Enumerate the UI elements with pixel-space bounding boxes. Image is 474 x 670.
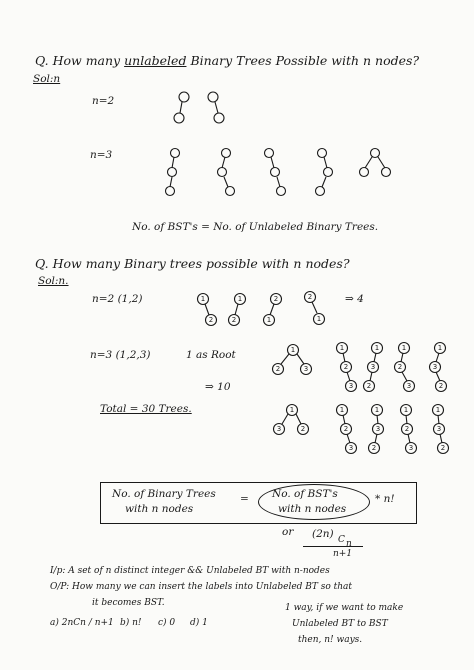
q1-prefix: Q. [35, 53, 49, 68]
formula-mid-2: with n nodes [278, 503, 347, 515]
formula-or: or [282, 526, 294, 538]
side-3: then, n! ways. [298, 635, 363, 645]
svg-text:2: 2 [307, 293, 313, 301]
opt-b: b) n! [120, 618, 142, 628]
svg-text:2: 2 [343, 363, 349, 371]
svg-text:1: 1 [374, 344, 380, 352]
svg-text:1: 1 [200, 295, 206, 303]
svg-text:1: 1 [403, 406, 409, 414]
side-2: Unlabeled BT to BST [292, 619, 388, 629]
q1-n2: n=2 [92, 95, 115, 107]
svg-text:2: 2 [208, 316, 214, 324]
formula-times: * n! [375, 493, 395, 505]
svg-text:1: 1 [339, 406, 345, 414]
opt-a: a) 2nCn / n+1 [50, 618, 114, 628]
svg-text:3: 3 [276, 425, 282, 433]
svg-text:1: 1 [437, 344, 443, 352]
q1-n3: n=3 [90, 149, 113, 161]
q2-n2: n=2 (1,2) [92, 293, 143, 305]
svg-text:2: 2 [273, 295, 279, 303]
svg-text:3: 3 [432, 363, 438, 371]
q1-n2-trees [174, 92, 224, 123]
formula-c: C [338, 535, 345, 545]
svg-text:2: 2 [300, 425, 306, 433]
q2-n3: n=3 (1,2,3) [90, 349, 151, 361]
svg-text:2: 2 [438, 382, 444, 390]
formula-left-2: with n nodes [125, 503, 194, 515]
q1-n3-trees [166, 149, 391, 196]
q1-unlabeled: unlabeled [124, 53, 187, 68]
svg-text:1: 1 [374, 406, 380, 414]
svg-text:1: 1 [289, 406, 295, 414]
svg-text:1: 1 [237, 295, 243, 303]
svg-text:2: 2 [343, 425, 349, 433]
q2-n3-trees [273, 343, 449, 454]
q2-sol: Sol:n. [38, 275, 69, 287]
opt-d: d) 1 [190, 618, 208, 628]
svg-text:3: 3 [370, 363, 376, 371]
q2-total: Total = 30 Trees. [100, 403, 192, 415]
q2-prefix: Q. [35, 256, 49, 271]
svg-text:2: 2 [397, 363, 403, 371]
svg-text:3: 3 [406, 382, 412, 390]
svg-text:2: 2 [366, 382, 372, 390]
q1-sol: Sol:n [33, 73, 61, 85]
svg-text:1: 1 [290, 346, 296, 354]
note-op2: it becomes BST. [92, 598, 165, 608]
svg-text:3: 3 [348, 382, 354, 390]
q1-text-b: Binary Trees Possible with n nodes? [190, 53, 420, 68]
formula-left-1: No. of Binary Trees [112, 488, 216, 500]
note-op: O/P: How many we can insert the labels into Unlabeled BT so that [50, 582, 353, 592]
formula-n-sub: n [346, 539, 352, 549]
svg-text:3: 3 [408, 444, 414, 452]
svg-text:1: 1 [316, 315, 322, 323]
formula-mid-1: No. of BST's [272, 488, 338, 500]
svg-text:3: 3 [348, 444, 354, 452]
q2-text: How many Binary trees possible with n nodes? [52, 256, 350, 271]
svg-text:2: 2 [404, 425, 410, 433]
svg-text:1: 1 [401, 344, 407, 352]
formula-eq: = [240, 493, 249, 505]
q2-n2-trees [198, 292, 325, 326]
svg-text:2: 2 [371, 444, 377, 452]
formula-den: n+1 [333, 549, 353, 559]
svg-text:3: 3 [303, 365, 309, 373]
svg-text:3: 3 [375, 425, 381, 433]
svg-text:1: 1 [435, 406, 441, 414]
opt-c: c) 0 [158, 618, 176, 628]
q1-conclusion: No. of BST's = No. of Unlabeled Binary Trees. [132, 221, 379, 233]
svg-text:1: 1 [339, 344, 345, 352]
formula-num: (2n) [312, 528, 334, 540]
svg-text:2: 2 [440, 444, 446, 452]
q2-root-note: 1 as Root [186, 349, 236, 361]
svg-text:2: 2 [231, 316, 237, 324]
q1-text-a: How many [52, 53, 121, 68]
svg-text:2: 2 [275, 365, 281, 373]
q2-n3-result: ⇒ 10 [205, 381, 231, 393]
note-ip: I/p: A set of n distinct integer && Unlabeled BT with n-nodes [50, 566, 330, 576]
side-1: 1 way, if we want to make [285, 603, 404, 613]
svg-text:3: 3 [436, 425, 442, 433]
svg-text:1: 1 [266, 316, 272, 324]
q2-n2-result: ⇒ 4 [345, 293, 364, 305]
